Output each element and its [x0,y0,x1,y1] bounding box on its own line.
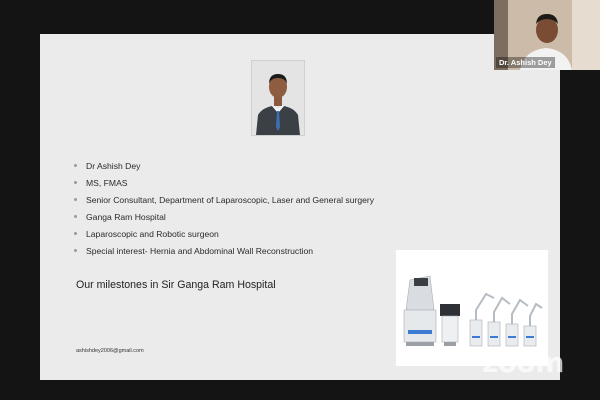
speaker-portrait [251,60,305,136]
bullet-position: Senior Consultant, Department of Laparoscopic, Laser and General surgery [74,194,374,211]
milestones-heading: Our milestones in Sir Ganga Ram Hospital [76,279,276,291]
shared-slide [40,34,560,380]
participant-name-tag: Dr. Ashish Dey [496,57,555,68]
email-address: ashishdey2006@gmail.com [76,348,144,354]
bio-bullets [74,160,374,262]
bullet-interest: Special interest- Hernia and Abdominal Wall Reconstruction [74,245,374,262]
bullet-degrees: MS, FMAS [74,177,374,194]
bullet-specialty: Laparoscopic and Robotic surgeon [74,228,374,245]
zoom-watermark: zoom [482,346,564,379]
bullet-name: Dr Ashish Dey [74,160,374,177]
bullet-hospital: Ganga Ram Hospital [74,211,374,228]
participant-video[interactable] [494,0,600,70]
